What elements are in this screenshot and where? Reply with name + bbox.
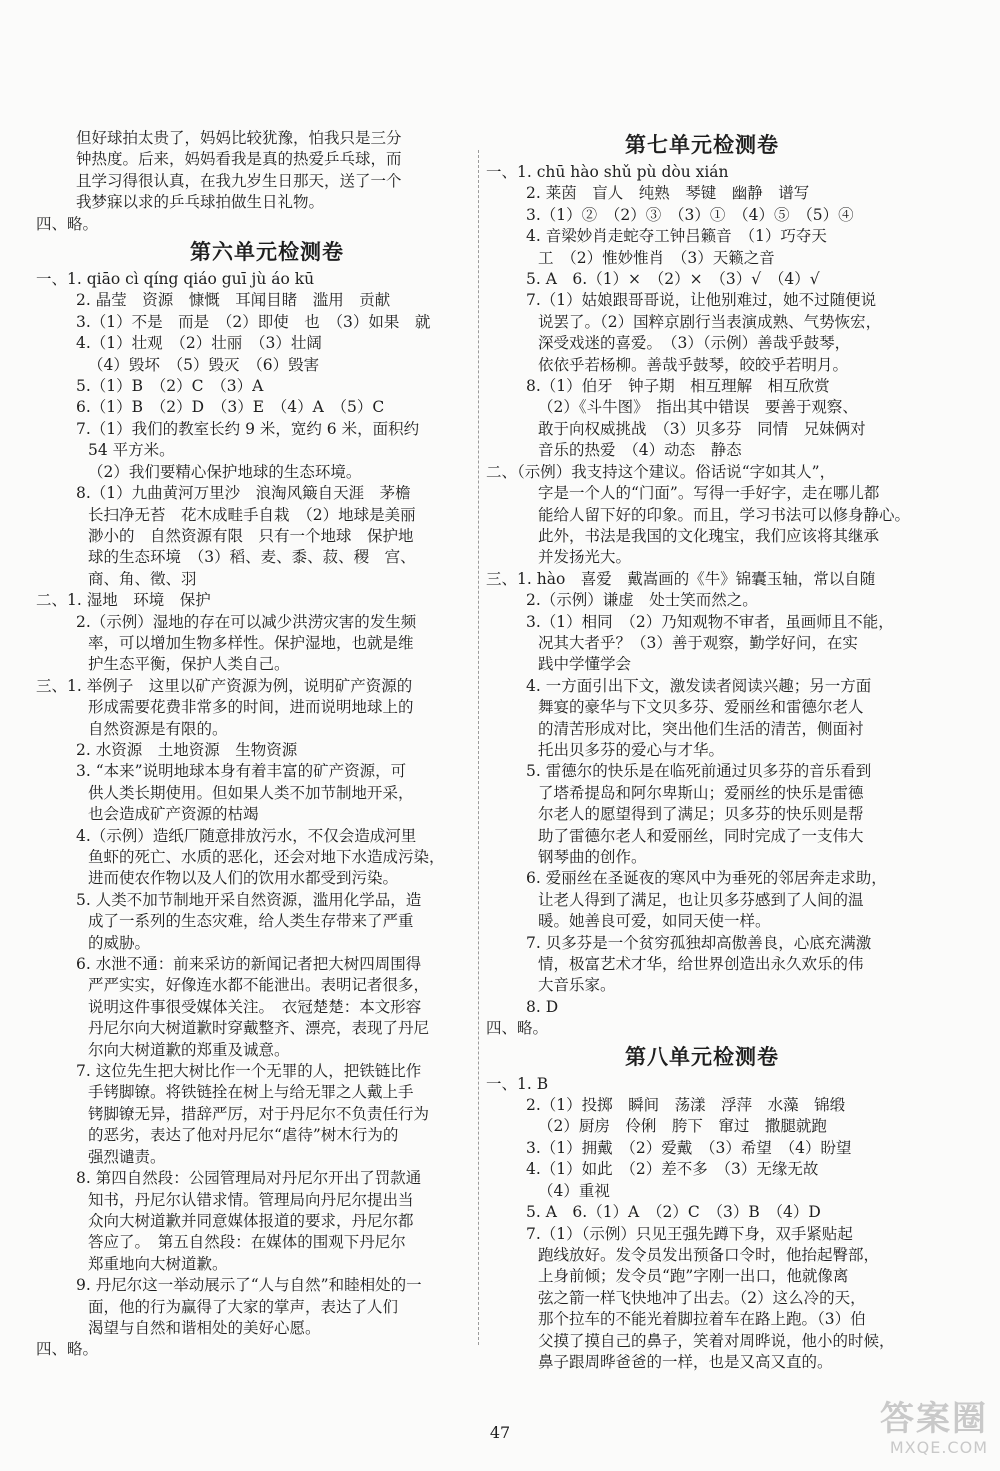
answer-line: 2. 晶莹 资源 慷慨 耳闻目睹 滥用 贡献 (76, 291, 391, 310)
answer-line: 大音乐家。 (538, 976, 616, 995)
answer-line: 尔老人的愿望得到了满足；贝多芬的快乐则是帮 (538, 805, 864, 824)
answer-line: 众向大树道歉并同意媒体报道的要求，丹尼尔都 (88, 1211, 414, 1230)
answer-line: 4.（1）壮观 （2）壮丽 （3）壮阔 (76, 334, 322, 353)
answer-line: 7.（1）我们的教室长约 9 米，宽约 6 米，面积约 (76, 419, 420, 438)
answer-line: 手铐脚镣。将铁链拴在树上与给无罪之人戴上手 (88, 1083, 414, 1102)
answer-line: 3.（1）拥戴 （2）爱戴 （3）希望 （4）盼望 (526, 1138, 852, 1157)
right-column (486, 128, 918, 1373)
answer-line: 6.（1）B （2）D （3）E （4）A （5）C (76, 398, 385, 417)
answer-line: 球的生态环境 （3）稻、麦、黍、菽、稷 宫、 (88, 548, 416, 567)
answer-line: 4. 一方面引出下文，激发读者阅读兴趣；另一方面 (526, 676, 872, 695)
answer-line: 3.（1）相同 （2）乃知观物不审者，虽画师且不能， (526, 612, 894, 631)
answer-line: 依依乎若杨柳。善哉乎鼓琴，皎皎乎若明月。 (538, 355, 849, 374)
answer-line: 长扫净无苔 花木成畦手自栽 （2）地球是美丽 (88, 505, 416, 524)
answer-line: 6. 爱丽丝在圣诞夜的寒风中为垂死的邻居奔走求助， (526, 869, 887, 888)
answer-line: 四、略。 (486, 1019, 549, 1038)
answer-line: 7.（1）姑娘跟哥哥说，让他别难过，她不过随便说 (526, 291, 877, 310)
answer-line: 6. 水泄不通：前来采访的新闻记者把大树四周围得 (76, 955, 422, 974)
answer-line: 商、角、徵、羽 (88, 569, 197, 588)
answer-line: 渺小的 自然资源有限 只有一个地球 保护地 (88, 526, 414, 545)
answer-line: 7.（1）（示例）只见王强先蹲下身，双手紧贴起 (526, 1224, 853, 1243)
answer-line: 字是一个人的“门面”。写得一手好字，走在哪儿都 (538, 484, 880, 503)
answer-line: 5. A 6.（1）A （2）C （3）B （4）D (526, 1203, 821, 1222)
answer-line: 5. 人类不加节制地开采自然资源，滥用化学品，造 (76, 890, 422, 909)
answer-line: 三、1. hào 喜爱 戴嵩画的《牛》锦囊玉轴，常以自随 (486, 569, 876, 588)
answer-line: 一、1. B (486, 1074, 549, 1093)
answer-line: 5. A 6.（1）× （2）× （3）√ （4）√ (526, 270, 820, 289)
left-column (36, 128, 468, 1361)
answer-line: 3. “本来”说明地球本身有着丰富的矿产资源，可 (76, 762, 407, 781)
answer-line: 三、1. 举例子 这里以矿产资源为例，说明矿产资源的 (36, 676, 413, 695)
answer-line: 5.（1）B （2）C （3）A (76, 377, 264, 396)
watermark-url: MXQE.COM (889, 1438, 988, 1457)
answer-line: 2. 莱茵 盲人 纯熟 琴键 幽静 谱写 (526, 184, 810, 203)
answer-line: 钟热度。后来，妈妈看我是真的热爱乒乓球，而 (76, 150, 402, 169)
answer-line: 且学习得很认真，在我九岁生日那天，送了一个 (76, 171, 402, 190)
answer-line: （2）厨房 伶俐 胯下 窜过 撒腿就跑 (538, 1117, 827, 1136)
answer-line: 8. D (526, 997, 559, 1016)
section-title: 第六单元检测卷 (190, 239, 344, 265)
answer-line: 跑线放好。发令员发出预备口令时，他抬起臀部， (538, 1245, 880, 1264)
watermark (818, 1400, 988, 1466)
answer-line: 舞宴的豪华与下文贝多芬、爱丽丝和雷德尔老人 (538, 698, 864, 717)
answer-line: 供人类长期使用。但如果人类不加节制地开采， (88, 783, 414, 802)
answer-line: 况其大者乎？（3）善于观察，勤学好问，在实 (538, 633, 858, 652)
answer-line: 自然资源是有限的。 (88, 719, 228, 738)
answer-line: 能给人留下好的印象。而且，学习书法可以修身静心。 (538, 505, 911, 524)
answer-line: 丹尼尔向大树道歉时穿戴整齐、漂亮，表现了丹尼 (88, 1019, 430, 1038)
section-title: 第七单元检测卷 (625, 132, 779, 157)
answer-line: 四、略。 (36, 1340, 99, 1359)
answer-line: 我梦寐以求的乒乓球拍做生日礼物。 (76, 193, 325, 212)
answer-line: 9. 丹尼尔这一举动展示了“人与自然”和睦相处的一 (76, 1276, 422, 1295)
answer-line: 5. 雷德尔的快乐是在临死前通过贝多芬的音乐看到 (526, 762, 872, 781)
answer-line: 答应了。 第五自然段：在媒体的围观下丹尼尔 (88, 1233, 406, 1252)
answer-line: 弦之箭一样飞快地冲了出去。（2）这么冷的天， (538, 1288, 866, 1307)
answer-line: 的威胁。 (88, 933, 151, 952)
answer-line: 成了一系列的生态灾难，给人类生存带来了严重 (88, 912, 414, 931)
answer-line: 8. 第四自然段：公园管理局对丹尼尔开出了罚款通 (76, 1169, 422, 1188)
answer-line: 二、1. 湿地 环境 保护 (36, 591, 211, 610)
answer-line: 2.（1）投掷 瞬间 荡漾 浮萍 水藻 锦缎 (526, 1096, 846, 1115)
answer-line: 那个拉车的不能光着脚拉着车在路上跑。（3）伯 (538, 1310, 866, 1329)
answer-line: 一、1. chū hào shǔ pù dòu xián (486, 163, 729, 181)
answer-line: 情，极富艺术才华，给世界创造出永久欢乐的伟 (538, 955, 864, 974)
answer-line: 的清苦形成对比，突出他们生活的清苦，侧面衬 (538, 719, 864, 738)
answer-line: 强烈谴责。 (88, 1147, 166, 1166)
answer-line: 54 平方米。 (88, 441, 175, 460)
answer-line: 让老人得到了满足，也让贝多芬感到了人间的温 (538, 890, 864, 909)
answer-line: （2）我们要精心保护地球的生态环境。 (88, 462, 362, 481)
answer-line: 践中学懂学会 (538, 655, 632, 674)
answer-line: 钢琴曲的创作。 (538, 848, 647, 866)
answer-line: 2.（示例）湿地的存在可以减少洪涝灾害的发生频 (76, 612, 417, 631)
answer-line: 敢于向权威挑战 （3）贝多芬 同情 兄妹俩对 (538, 419, 866, 438)
answer-line: 但好球拍太贵了，妈妈比较犹豫，怕我只是三分 (76, 129, 402, 147)
column-divider (478, 150, 479, 1345)
answer-line: 8.（1）伯牙 钟子期 相互理解 相互欣赏 (526, 377, 830, 396)
answer-line: 2. 水资源 土地资源 生物资源 (76, 740, 298, 759)
answer-line: （2）《斗牛图》 指出其中错误 要善于观察、 (538, 398, 858, 417)
answer-line: 严严实实，好像连水都不能泄出。表明记者很多， (88, 976, 430, 995)
answer-line: 3.（1）② （2）③ （3）① （4）⑤ （5）④ (526, 205, 854, 224)
answer-line: 2.（示例）谦虚 处士笑而然之。 (526, 591, 758, 610)
answer-line: （4）重视 (538, 1181, 610, 1200)
answer-line: 一、1. qiāo cì qíng qiáo guī jù áo kū (36, 270, 315, 289)
section-title: 第八单元检测卷 (625, 1043, 779, 1069)
answer-line: 说明这件事很受媒体关注。 衣冠楚楚：本文形容 (88, 997, 422, 1016)
answer-line: 形成需要花费非常多的时间，进而说明地球上的 (88, 698, 414, 717)
answer-line: 二、（示例）我支持这个建议。俗话说“字如其人”， (486, 462, 836, 481)
answer-line: 说罢了。（2）国粹京剧行当表演成熟、气势恢宏， (538, 312, 882, 331)
answer-line: 四、略。 (36, 214, 99, 233)
answer-line: 并发扬光大。 (538, 548, 632, 567)
answer-line: 4. 音梁妙肖走蛇夺工钟吕籁音 （1）巧夺天 (526, 227, 827, 246)
answer-line: 也会造成矿产资源的枯竭 (88, 805, 259, 824)
answer-line: 上身前倾；发令员“跑”字刚一出口，他就像离 (538, 1267, 849, 1286)
answer-line: 工 （2）惟妙惟肖 （3）天籁之音 (538, 248, 775, 267)
answer-line: 助了雷德尔老人和爱丽丝，同时完成了一支伟大 (538, 826, 864, 845)
answer-line: 面，他的行为赢得了大家的掌声，表达了人们 (88, 1297, 399, 1316)
answer-line: 深受戏迷的喜爱。 （3）（示例）善哉乎鼓琴， (538, 334, 851, 353)
answer-line: 4.（示例）造纸厂随意排放污水，不仅会造成河里 (76, 826, 417, 845)
answer-line: 音乐的热爱 （4）动态 静态 (538, 441, 742, 460)
answer-line: 渴望与自然和谐相处的美好心愿。 (88, 1318, 321, 1337)
answer-line: 托出贝多芬的爱心与才华。 (538, 740, 725, 759)
answer-line: 尔向大树道歉的郑重及诚意。 (88, 1040, 290, 1059)
answer-line: （4）毁坏 （5）毁灭 （6）毁害 (88, 355, 320, 374)
answer-line: 鱼虾的死亡、水质的恶化，还会对地下水造成污染， (88, 848, 445, 866)
answer-line: 铐脚镣无异，措辞严厉，对于丹尼尔不负责任行为 (88, 1104, 430, 1123)
answer-line: 暖。她善良可爱，如同天使一样。 (538, 912, 771, 931)
answer-line: 3.（1）不是 而是 （2）即使 也 （3）如果 就 (76, 312, 431, 331)
answer-line: 鼻子跟周晔爸爸的一样，也是又高又直的。 (538, 1352, 833, 1371)
answer-line: 护生态平衡，保护人类自己。 (88, 655, 290, 674)
page-number: 47 (489, 1423, 511, 1442)
answer-line: 8.（1）九曲黄河万里沙 浪淘风簸自天涯 茅檐 (76, 484, 411, 503)
answer-line: 进而使农作物以及人们的饮用水都受到污染。 (88, 869, 399, 888)
answer-line: 率，可以增加生物多样性。保护湿地，也就是维 (88, 633, 414, 652)
answer-line: 7. 这位先生把大树比作一个无罪的人，把铁链比作 (76, 1062, 422, 1081)
answer-line: 郑重地向大树道歉。 (88, 1254, 228, 1273)
answer-line: 4.（1）如此 （2）差不多 （3）无缘无故 (526, 1160, 819, 1179)
watermark-logo: 答案圈 (880, 1399, 988, 1439)
answer-line: 此外，书法是我国的文化瑰宝，我们应该将其继承 (538, 526, 880, 545)
answer-line: 了塔希提岛和阿尔卑斯山；爱丽丝的快乐是雷德 (538, 783, 864, 802)
answer-line: 父摸了摸自己的鼻子，笑着对周晔说，他小的时候， (538, 1331, 895, 1350)
answer-line: 7. 贝多芬是一个贫穷孤独却高傲善良，心底充满激 (526, 933, 872, 952)
answer-line: 的恶劣，表达了他对丹尼尔“虐待”树木行为的 (88, 1126, 399, 1145)
answer-line: 知书，丹尼尔认错求情。管理局向丹尼尔提出当 (88, 1190, 414, 1209)
